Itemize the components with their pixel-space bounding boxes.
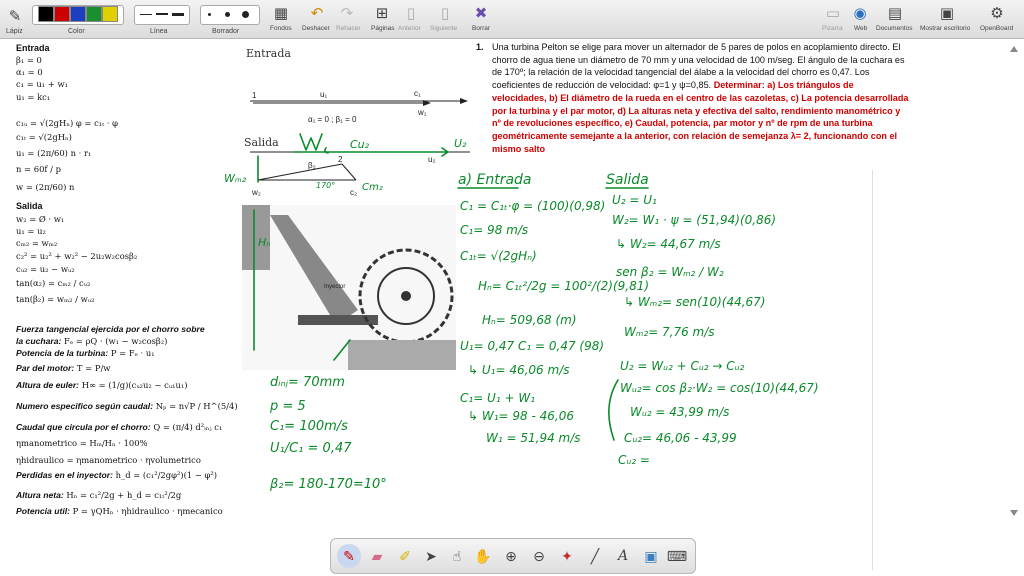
tool-palette <box>330 538 696 574</box>
eraser-group <box>200 3 260 37</box>
problem-number: 1. <box>476 42 484 52</box>
formula-line: c₁ = u₁ + w₁ <box>16 79 69 89</box>
formula-line: β₁ = 0 <box>16 55 42 65</box>
formula-force-label: Fuerza tangencial ejercida por el chorro sobre <box>16 324 205 334</box>
previous-label: Anterior <box>398 25 421 32</box>
formula-line: α₁ = 0 <box>16 67 43 77</box>
formula-net-head-expr: Hₙ = c₁²/2g + h_d = c₁ₜ²/2g <box>63 490 182 500</box>
diagram-salida-title: Salida <box>244 136 279 149</box>
problem-determine: Determinar: a) Los triángulos de velocidades, b) El diámetro de la rueda en el centro de las cazoletas, c) La potencia desarrollada por la turbina y el par motor, d) La alturas neta y efectiva del salto, rendimiento manométrico y nº de revoluciones específico, e) Caudal, potencia, par motor y nº de rpm de una turbina geométricamente semejante a la anterior, con relación de semejanza λ= 2, funcionando con el mismo salto <box>492 80 909 154</box>
formula-losses <box>16 470 217 480</box>
diagram-entrada-title: Entrada <box>246 47 291 60</box>
formula-flow-expr: Q = (π/4) d²ᵢₙⱼ c₁ <box>150 422 223 432</box>
board-label: Pizarra <box>822 25 843 32</box>
line-tool-icon[interactable]: ╱ <box>590 547 600 564</box>
line-label: Línea <box>150 28 168 35</box>
pelton-sketch <box>242 205 456 370</box>
hw-wu2 <box>300 134 328 153</box>
u1-arrow <box>460 98 468 104</box>
pointer-tool-icon[interactable]: ➤ <box>425 547 437 564</box>
capture-tool-icon[interactable]: ▣ <box>644 547 658 564</box>
vertical-scrollbar[interactable] <box>1010 46 1020 516</box>
hw-step: ↳ W₂= 44,67 m/s <box>616 237 721 251</box>
formula-line: u₁ = u₂ <box>16 226 46 236</box>
scroll-down-icon[interactable] <box>1010 510 1018 516</box>
diagram-u1-label: u₁ <box>320 90 328 99</box>
redo-label: Rehacer <box>336 25 361 32</box>
salida-heading: Salida <box>16 201 43 211</box>
openboard-icon[interactable]: ⚙ <box>990 5 1004 22</box>
formula-power-label: Potencia de la turbina: <box>16 348 109 358</box>
highlighter-tool-icon[interactable]: ✐ <box>399 547 411 564</box>
formula-specific-expr: Nₚ = n√P / H^(5/4) <box>153 401 238 411</box>
desktop-label: Mostrar escritorio <box>920 25 971 32</box>
diagram-alpha-beta: α₁ = 0 ; β₁ = 0 <box>308 115 357 124</box>
formula-line: cₘ₂ = wₘ₂ <box>16 238 58 248</box>
hw-bracket <box>609 380 618 440</box>
interact-tool-icon[interactable]: ☝ <box>452 547 462 564</box>
eraser-medium[interactable] <box>225 12 230 17</box>
redo-icon[interactable]: ↷ <box>340 5 354 22</box>
formula-torque <box>16 363 110 373</box>
next-label: Siguiente <box>430 25 458 32</box>
eraser-large[interactable] <box>242 11 249 18</box>
hw-pairs: p = 5 <box>270 399 306 414</box>
hw-a-entrada: a) Entrada <box>458 172 532 188</box>
text-tool-icon[interactable]: A <box>617 548 629 564</box>
eraser-tool-icon[interactable]: ▰ <box>371 547 383 564</box>
hw-beta2: β₂= 180-170=10° <box>270 477 387 492</box>
laser-pointer-icon[interactable]: ✦ <box>561 547 573 564</box>
sketch-runner-hub <box>401 291 411 301</box>
eraser-small[interactable] <box>208 13 211 16</box>
formula-torque-label: Par del motor: <box>16 363 75 373</box>
line-medium[interactable] <box>156 13 168 15</box>
hw-diameter: dᵢₙⱼ= 70mm <box>270 375 345 390</box>
zoom-in-icon[interactable]: ⊕ <box>505 547 517 564</box>
documents-icon[interactable]: ▤ <box>887 5 903 22</box>
hw-step: W₂= W₁ · ψ = (51,94)(0,86) <box>612 213 777 227</box>
problem-body: Una turbina Pelton se elige para mover un alternador de 5 pares de polos en acoplamiento directo. El chorro de agua tiene un diámetro de 70 mm y una velocidad de 100 m/seg. El ángulo de la cuchara es de 170º; la relación de la velocidad tangencial del álabe a la velocidad del chorro es 0,47. Los coeficientes de reducción de velocidad: φ=1 y ψ=0,85. <box>492 42 905 91</box>
handwritten-solution <box>452 166 819 476</box>
color-blue[interactable] <box>70 6 86 22</box>
hw-salida: Salida <box>606 172 649 188</box>
web-label: Web <box>854 25 868 32</box>
formula-sheet <box>0 40 238 520</box>
formula-specific <box>16 401 238 411</box>
color-group <box>32 3 124 37</box>
formula-net-head <box>16 490 181 500</box>
hw-step: Wᵤ₂= cos β₂·W₂ = cos(10)(44,67) <box>620 381 819 395</box>
formula-flow <box>16 422 222 432</box>
formula-line: u₁ = (2π/60) n · r₁ <box>16 148 92 158</box>
line-thick[interactable] <box>172 13 184 16</box>
previous-icon[interactable]: ▯ <box>406 5 416 22</box>
web-icon[interactable]: ◉ <box>853 5 867 22</box>
pen-label: Lápiz <box>6 28 23 35</box>
hw-step: ↳ U₁= 46,06 m/s <box>468 363 570 377</box>
formula-force-label-2: la cuchara: <box>16 336 62 346</box>
hw-c1: C₁= 100m/s <box>270 419 348 434</box>
formula-useful <box>16 506 223 516</box>
top-toolbar <box>0 0 1024 39</box>
hw-step: W₁ = 51,94 m/s <box>486 431 581 445</box>
problem-text <box>492 41 910 155</box>
formula-torque-expr: T = P/w <box>74 363 111 373</box>
line-thin[interactable] <box>140 14 152 15</box>
undo-icon[interactable]: ↶ <box>310 5 324 22</box>
diagram-w2-label: w₂ <box>252 188 261 197</box>
page-divider <box>872 170 873 570</box>
pages-icon[interactable]: ⊞ <box>375 5 389 22</box>
color-label: Color <box>68 28 85 35</box>
hw-step: C₁ = C₁ₜ·φ = (100)(0,98) <box>460 199 606 213</box>
formula-useful-expr: P = γQHₙ · ηhidraulico · ηmecanico <box>69 506 223 516</box>
hw-step: Hₙ= 509,68 (m) <box>482 313 577 327</box>
keyboard-tool-icon[interactable]: ⌨ <box>666 547 688 564</box>
formula-eta-man: ηmanometrico = Hₘ/Hₙ · 100% <box>16 438 148 448</box>
backgrounds-label: Fondos <box>270 25 292 32</box>
diagram-point-2: 2 <box>338 155 343 164</box>
formula-line: c₂² = u₂² + w₂² − 2u₂w₂cosβ₂ <box>16 251 138 261</box>
diagram-c2-label: c₂ <box>350 188 358 197</box>
formula-euler-expr: H∞ = (1/g)(cᵤ₂u₂ − cᵤ₁u₁) <box>79 380 188 390</box>
hw-step: C₁= 98 m/s <box>460 223 529 237</box>
formula-force-expr: Fₑ = ρQ · (w₁ − w₂cosβ₂) <box>61 336 168 346</box>
eraser-label: Borrador <box>212 28 240 35</box>
formula-line: w₂ = Ø · w₁ <box>16 214 65 224</box>
desktop-icon[interactable]: ▣ <box>939 5 955 22</box>
formula-losses-expr: h_d = (c₁²/2gφ²)(1 − φ²) <box>112 470 217 480</box>
color-red[interactable] <box>54 6 70 22</box>
formula-line: tan(β₂) = wₘ₂ / wᵤ₂ <box>16 294 95 304</box>
diagram-point-1: 1 <box>252 91 257 100</box>
hw-step: U₂ = Wᵤ₂ + Cᵤ₂ → Cᵤ₂ <box>620 359 745 373</box>
entrada-heading: Entrada <box>16 43 50 53</box>
color-yellow[interactable] <box>102 6 118 22</box>
hw-step: sen β₂ = Wₘ₂ / W₂ <box>616 265 724 279</box>
board-icon[interactable]: ▭ <box>825 5 841 22</box>
formula-euler <box>16 380 188 390</box>
formula-power-expr: P = Fₑ · u₁ <box>108 348 155 358</box>
formula-line: c₁ᵤ = √(2gHₙ) φ = c₁ₜ · φ <box>16 118 119 128</box>
pen-tool[interactable] <box>4 3 26 37</box>
documents-label: Documentos <box>876 25 913 32</box>
openboard-label: OpenBoard <box>980 25 1014 32</box>
hw-u2: U₂ <box>454 137 467 150</box>
hw-ratio: U₁/C₁ = 0,47 <box>270 441 352 456</box>
problem-statement <box>476 41 910 155</box>
formula-line: w = (2π/60) n <box>16 182 75 192</box>
sketch-base <box>348 340 456 370</box>
clear-label: Borrar <box>472 25 491 32</box>
hw-step: C₁ₜ= √(2gHₙ) <box>460 249 537 263</box>
scroll-up-icon[interactable] <box>1010 46 1018 52</box>
outlet-c2 <box>342 164 356 180</box>
formula-power <box>16 348 155 358</box>
hw-step: Wₘ₂= 7,76 m/s <box>624 325 715 339</box>
formula-line: tan(α₂) = cₘ₂ / cᵤ₂ <box>16 278 91 288</box>
hw-step: Wᵤ₂ = 43,99 m/s <box>630 405 730 419</box>
diagram-beta2-label: β₂ <box>308 161 316 170</box>
diagram-w1-label: w₁ <box>418 108 427 117</box>
zoom-out-icon[interactable]: ⊖ <box>533 547 545 564</box>
hw-angle: 170° <box>316 181 336 190</box>
hand-tool-icon[interactable]: ✋ <box>474 547 492 564</box>
formula-line: u₁ = kc₁ <box>16 92 51 102</box>
hw-step: Hₙ= C₁ₜ²/2g = 100²/(2)(9,81) <box>478 279 650 293</box>
undo-label: Deshacer <box>302 25 330 32</box>
hw-step: Cᵤ₂= 46,06 - 43,99 <box>624 431 737 445</box>
given-data <box>266 370 406 500</box>
formula-losses-label: Perdidas en el inyector: <box>16 470 113 480</box>
color-black[interactable] <box>38 6 54 22</box>
hw-step: ↳ Wₘ₂= sen(10)(44,67) <box>624 295 766 309</box>
pages-label: Páginas <box>371 25 395 32</box>
formula-net-head-label: Altura neta: <box>16 490 64 500</box>
diagram-u2-label: u₂ <box>428 155 436 164</box>
formula-line: cᵤ₂ = u₂ − wᵤ₂ <box>16 264 75 274</box>
diagram-c1-label: c₁ <box>414 89 421 98</box>
formula-specific-label: Numero especifico según caudal: <box>16 401 154 411</box>
line-group <box>134 3 190 37</box>
formula-force-2 <box>16 336 167 346</box>
hw-hn: Hₙ <box>258 236 271 249</box>
hw-cm2: Cm₂ <box>362 182 383 193</box>
backgrounds-icon[interactable]: ▦ <box>273 5 289 22</box>
formula-line: c₁ₜ = √(2gHₙ) <box>16 132 72 142</box>
formula-force <box>16 324 205 334</box>
formula-eta-hyd: ηhidraulico = ηmanometrico · ηvolumetrico <box>16 455 201 465</box>
hw-step: ↳ W₁= 98 - 46,06 <box>468 409 574 423</box>
hw-step: U₁= 0,47 C₁ = 0,47 (98) <box>460 339 605 353</box>
next-icon[interactable]: ▯ <box>440 5 450 22</box>
hw-step: C₁= U₁ + W₁ <box>460 391 536 405</box>
clear-icon[interactable]: ✖ <box>474 5 488 22</box>
pen-tool-icon[interactable]: ✎ <box>337 544 361 568</box>
velocity-diagram <box>224 40 478 380</box>
formula-flow-label: Caudal que circula por el chorro: <box>16 422 151 432</box>
formula-euler-label: Altura de euler: <box>16 380 80 390</box>
color-green[interactable] <box>86 6 102 22</box>
hw-step: U₂ = U₁ <box>612 193 657 207</box>
formula-useful-label: Potencia util: <box>16 506 70 516</box>
formula-line: n = 60f / p <box>16 164 61 174</box>
sketch-injector-label: Inyector <box>324 284 346 290</box>
hw-cu2: Cu₂ <box>350 138 370 151</box>
outlet-w2 <box>258 164 342 180</box>
hw-wm2: Wₘ₂ <box>224 172 247 185</box>
pen-icon: ✎ <box>8 8 22 25</box>
hw-step: Cᵤ₂ = <box>618 453 650 467</box>
